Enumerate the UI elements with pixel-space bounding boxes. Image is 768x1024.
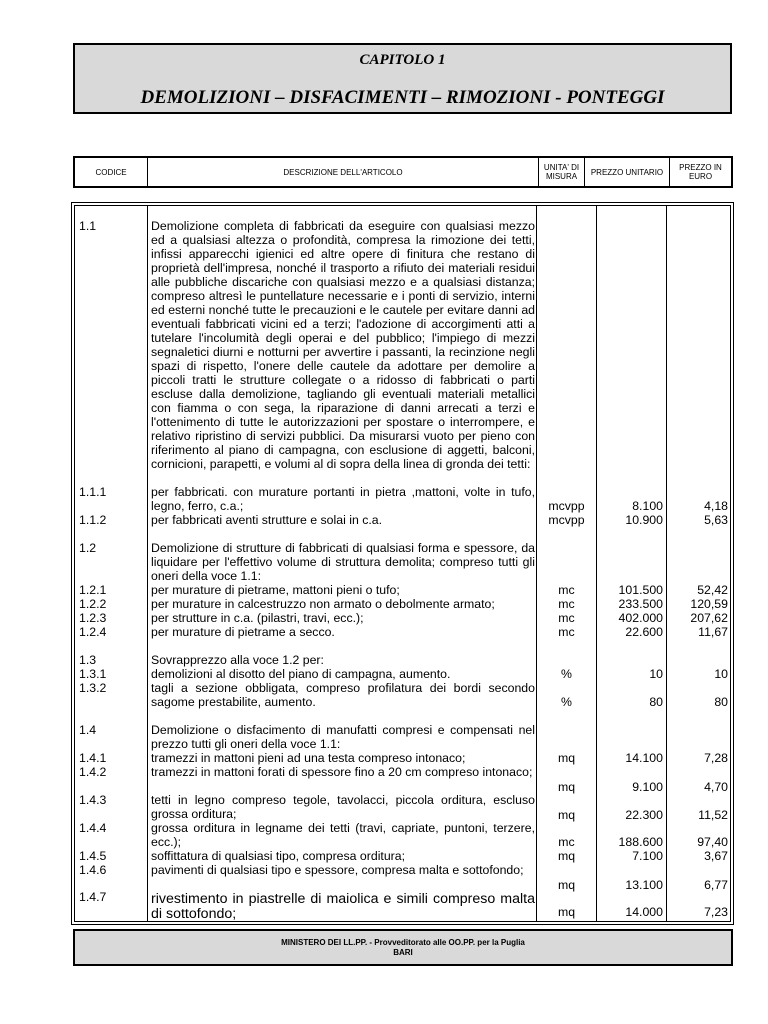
page-footer (73, 929, 733, 966)
row-price-euro: 10 (714, 667, 728, 681)
row-unit: mc (558, 835, 575, 849)
row-code: 1.4.5 (79, 849, 107, 863)
row-code: 1.2.3 (79, 611, 107, 625)
row-price-lire: 80 (649, 695, 663, 709)
row-code: 1.4.6 (79, 863, 107, 877)
column-divider (536, 205, 537, 922)
row-price-lire: 10.900 (625, 513, 663, 527)
row-code: 1.1 (79, 219, 97, 233)
row-price-euro: 120,59 (690, 597, 728, 611)
row-code: 1.4.3 (79, 793, 107, 807)
row-price-euro: 52,42 (697, 583, 728, 597)
row-unit: mcvpp (548, 513, 585, 527)
row-unit: mq (557, 780, 576, 794)
column-divider (666, 205, 667, 922)
row-price-euro: 3,67 (704, 849, 728, 863)
row-unit: mq (557, 905, 576, 919)
row-price-euro: 7,23 (704, 905, 728, 919)
header-prezzo-unitario: PREZZO UNITARIO (590, 167, 664, 177)
row-code: 1.4 (79, 723, 97, 737)
row-description: tramezzi in mattoni forati di spessore fino a 20 cm compreso intonaco; (151, 765, 533, 779)
row-price-lire: 233.500 (618, 597, 663, 611)
row-description: Demolizione di strutture di fabbricati di qualsiasi forma e spessore, da liquidare per l'effettivo volume di struttura demolita; compreso tutti gli oneri della voce 1.1: (151, 541, 535, 583)
row-description: per fabbricati aventi strutture e solai in c.a. (151, 513, 383, 527)
row-description: per fabbricati. con murature portanti in pietra ,mattoni, volte in tufo, legno, ferro, c.a.; (151, 485, 535, 513)
row-price-lire: 14.100 (625, 751, 663, 765)
row-unit: mc (558, 597, 575, 611)
row-code: 1.4.7 (79, 890, 107, 904)
row-price-lire: 22.600 (625, 625, 663, 639)
header-unita: UNITA' DI MISURA (543, 163, 580, 181)
row-description: rivestimento in piastrelle di maiolica e simili compreso malta di sottofondo; (151, 891, 535, 922)
row-code: 1.3.2 (79, 681, 107, 695)
row-code: 1.3 (79, 653, 97, 667)
row-description: tramezzi in mattoni pieni ad una testa compreso intonaco; (151, 751, 466, 765)
row-code: 1.2.2 (79, 597, 107, 611)
row-price-lire: 8.100 (632, 499, 663, 513)
row-description: grossa orditura in legname dei tetti (travi, capriate, puntoni, terzere, ecc.); (151, 821, 535, 849)
row-price-lire: 22.300 (625, 808, 663, 822)
row-price-euro: 4,70 (704, 780, 728, 794)
header-codice: CODICE (95, 167, 127, 177)
row-description: tetti in legno compreso tegole, tavolacci, piccola orditura, escluso grossa orditura; (151, 793, 535, 821)
row-price-euro: 7,28 (704, 751, 728, 765)
column-divider (596, 205, 597, 922)
row-code: 1.1.1 (79, 485, 107, 499)
header-descrizione: DESCRIZIONE DELL'ARTICOLO (283, 167, 403, 177)
row-code: 1.2.4 (79, 625, 107, 639)
chapter-title: DEMOLIZIONI – DISFACIMENTI – RIMOZIONI - PONTEGGI (140, 87, 665, 108)
row-price-lire: 188.600 (618, 835, 663, 849)
row-unit: mcvpp (548, 499, 585, 513)
row-code: 1.4.2 (79, 765, 107, 779)
row-description: per murature di pietrame a secco. (151, 625, 335, 639)
row-unit: % (561, 667, 572, 681)
row-description: per murature in calcestruzzo non armato o debolmente armato; (151, 597, 495, 611)
row-price-euro: 5,63 (704, 513, 728, 527)
row-description: Demolizione o disfacimento di manufatti compresi e compensati nel prezzo tutti gli oneri della voce 1.1: (151, 723, 535, 751)
row-code: 1.3.1 (79, 667, 107, 681)
row-unit: mc (558, 583, 575, 597)
row-description: pavimenti di qualsiasi tipo e spessore, compresa malta e sottofondo; (151, 863, 524, 877)
row-code: 1.2 (79, 541, 97, 555)
row-unit: mc (558, 625, 575, 639)
row-unit: % (561, 695, 572, 709)
row-code: 1.2.1 (79, 583, 107, 597)
row-code: 1.4.1 (79, 751, 107, 765)
row-description: Demolizione completa di fabbricati da eseguire con qualsiasi mezzo ed a qualsiasi altezza o profondità, compresa la rimozione dei tetti, infissi apparecchi igienici ed altre opere di finitura che restano di proprietà dell'impresa, nonché il trasporto a rifiuto dei materiali residui alle pubbliche discariche con qualsiasi mezzo e a qualsiasi distanza; compreso altresì le puntellature necessarie e i ponti di servizio, interni ed esterni nonché tutte le precauzioni e le cautele per evitare danni ad eventuali fabbricati vicini ed a terzi; l'adozione di accorgimenti atti a tutelare l'incolumità degli operai e del pubblico; l'impiego di mezzi segnaletici diurni e notturni per avvertire i passanti, la recinzione negli spazi di rispetto, l'onere delle cautele da adottare per demolire a piccoli tratti le strutture collegate o a ridosso di fabbricati o parti escluse dalla demolizione, tagliando gli eventuali materiali metallici con fiamma o con sega, la riparazione di danni arrecati a terzi e l'ottenimento di tutte le autorizzazioni per spostare o interrompere, e relativo ripristino di servizi pubblici. Da misurarsi vuoto per pieno con riferimento al piano di campagna, con esclusione di aggetti, balconi, cornicioni, parapetti, e volumi al di sopra della linea di gronda dei tetti: (151, 219, 535, 471)
row-description: tagli a sezione obbligata, compreso profilatura dei bordi secondo sagome prestabilite, aumento. (151, 681, 535, 709)
row-unit: mq (557, 849, 576, 863)
header-prezzo-euro: PREZZO IN EURO (679, 163, 722, 181)
row-unit: mq (557, 808, 576, 822)
row-price-lire: 7.100 (632, 849, 663, 863)
row-price-euro: 80 (714, 695, 728, 709)
row-price-lire: 101.500 (618, 583, 663, 597)
table-header (73, 156, 733, 188)
column-divider (147, 205, 148, 922)
row-unit: mq (557, 751, 576, 765)
row-price-lire: 9.100 (632, 780, 663, 794)
row-price-euro: 97,40 (697, 835, 728, 849)
footer-ministry: MINISTERO DEI LL.PP. - Provveditorato alle OO.PP. per la Puglia (281, 938, 525, 947)
row-price-euro: 207,62 (690, 611, 728, 625)
row-description: demolizioni al disotto del piano di campagna, aumento. (151, 667, 451, 681)
chapter-number: CAPITOLO 1 (359, 52, 446, 68)
row-price-lire: 402.000 (618, 611, 663, 625)
row-price-lire: 13.100 (625, 878, 663, 892)
footer-city: BARI (393, 948, 413, 957)
row-price-euro: 11,52 (698, 808, 728, 822)
row-unit: mq (557, 878, 576, 892)
row-code: 1.4.4 (79, 821, 107, 835)
row-description: per strutture in c.a. (pilastri, travi, ecc.); (151, 611, 364, 625)
row-description: per murature di pietrame, mattoni pieni o tufo; (151, 583, 400, 597)
row-price-euro: 6,77 (704, 878, 728, 892)
row-unit: mc (558, 611, 575, 625)
row-price-lire: 10 (649, 667, 663, 681)
row-description: Sovrapprezzo alla voce 1.2 per: (151, 653, 324, 667)
row-price-lire: 14.000 (625, 905, 663, 919)
row-price-euro: 4,18 (704, 499, 728, 513)
row-code: 1.1.2 (79, 513, 107, 527)
chapter-title-box (73, 43, 732, 114)
row-price-euro: 11,67 (698, 625, 728, 639)
row-description: soffittatura di qualsiasi tipo, compresa orditura; (151, 849, 406, 863)
